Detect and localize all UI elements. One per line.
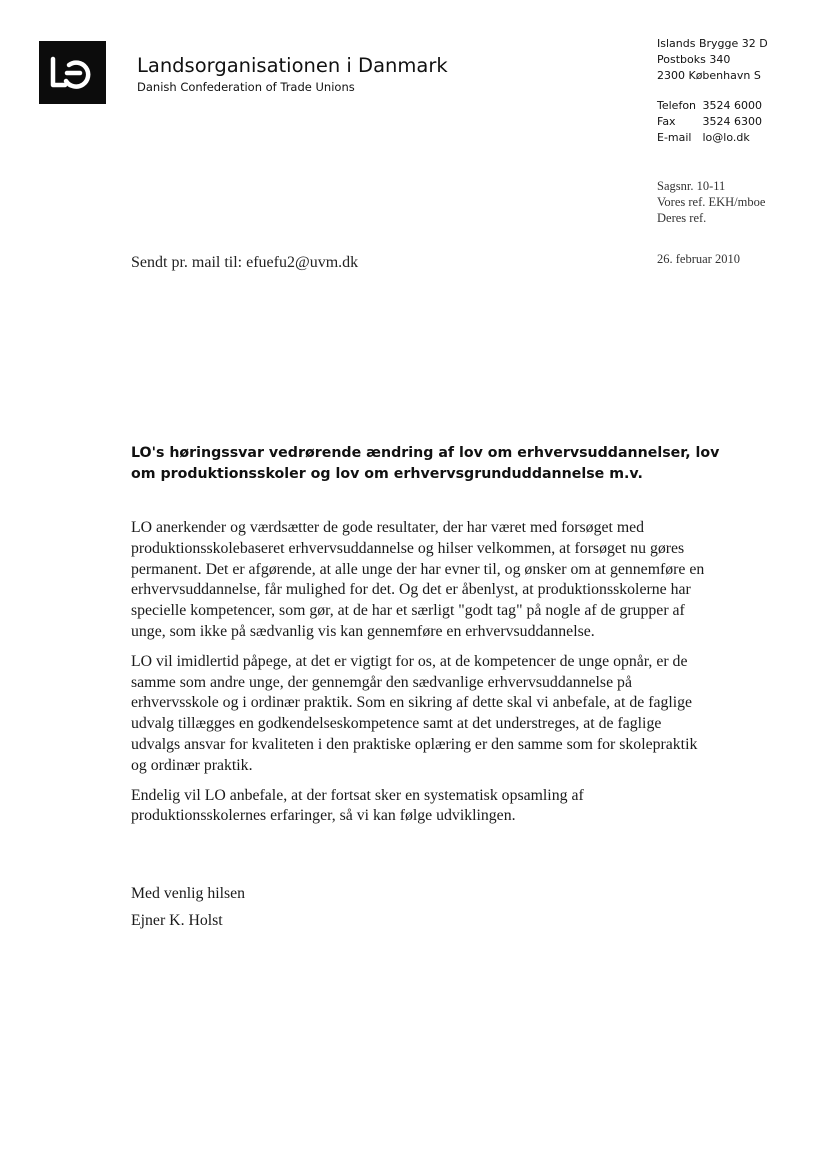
- phone-label: Telefon: [657, 99, 697, 112]
- lo-logo: [39, 41, 106, 104]
- phone-row: [657, 98, 762, 114]
- lo-logo-mark: [39, 41, 106, 104]
- fax-row: [657, 114, 762, 130]
- case-number: Sagsnr. 10-11: [657, 179, 726, 193]
- our-reference: Vores ref. EKH/mboe: [657, 195, 766, 209]
- email-label: E-mail: [657, 131, 692, 144]
- signature-name: Ejner K. Holst: [131, 912, 223, 929]
- organization-subtitle: Danish Confederation of Trade Unions: [137, 80, 355, 94]
- body-paragraph: LO anerkender og værdsætter de gode resultater, der har været med forsøget med produktionsskolebaseret erhvervsuddannelse og hilser velkommen, at forsøget nu gøres permanent. Det er afgørende, at alle unge der har evner til, og ønsker om at gennemføre en erhvervsuddannelse, får mulighed for det. Og det er åbenlyst, at produktionsskolerne har specielle kompetencer, som gør, at de har et særligt "godt tag" på nogle af de grupper af unge, som ikke på sædvanlig vis kan gennemføre en erhvervsuddannelse.: [131, 519, 705, 640]
- letter-date: 26. februar 2010: [657, 252, 740, 266]
- body-paragraph: LO vil imidlertid påpege, at det er vigtigt for os, at de kompetencer de unge opnår, er de samme som andre unge, der gennemgår den sædvanlige erhvervsuddannelse på erhvervsskole og i ordinær praktik. Som en sikring af dette skal vi anbefale, at de faglige udvalg tillægges en godkendelseskompetence samt at det understreges, at de faglige udvalgs ansvar for kvaliteten i den praktiske oplæring er den samme som for skolepraktik og ordinær praktik.: [131, 652, 698, 774]
- address-line: Postboks 340: [657, 53, 731, 66]
- reference-block: [657, 178, 765, 226]
- closing-block: [131, 880, 245, 934]
- your-reference: Deres ref.: [657, 211, 707, 225]
- address-line: 2300 København S: [657, 69, 761, 82]
- address-line: Islands Brygge 32 D: [657, 37, 768, 50]
- sent-by-mail-line: Sendt pr. mail til: efuefu2@uvm.dk: [131, 254, 359, 271]
- organization-name: Landsorganisationen i Danmark: [137, 54, 448, 77]
- subject-heading: LO's høringssvar vedrørende ændring af lov om erhvervsuddannelser, lov om produktionsskoler og lov om erhvervsgrunduddannelse m.v.: [131, 445, 720, 482]
- phone-number: 3524 6000: [702, 99, 762, 112]
- address-block: [657, 36, 768, 84]
- fax-number: 3524 6300: [702, 115, 762, 128]
- closing-greeting: Med venlig hilsen: [131, 885, 246, 902]
- body-paragraph: Endelig vil LO anbefale, at der fortsat sker en systematisk opsamling af produktionsskolernes erfaringer, så vi kan følge udviklingen.: [131, 786, 584, 825]
- fax-label: Fax: [657, 115, 676, 128]
- email-row: [657, 130, 762, 146]
- contact-block: [657, 98, 762, 146]
- email-address: lo@lo.dk: [702, 131, 750, 144]
- letter-body: [131, 518, 711, 836]
